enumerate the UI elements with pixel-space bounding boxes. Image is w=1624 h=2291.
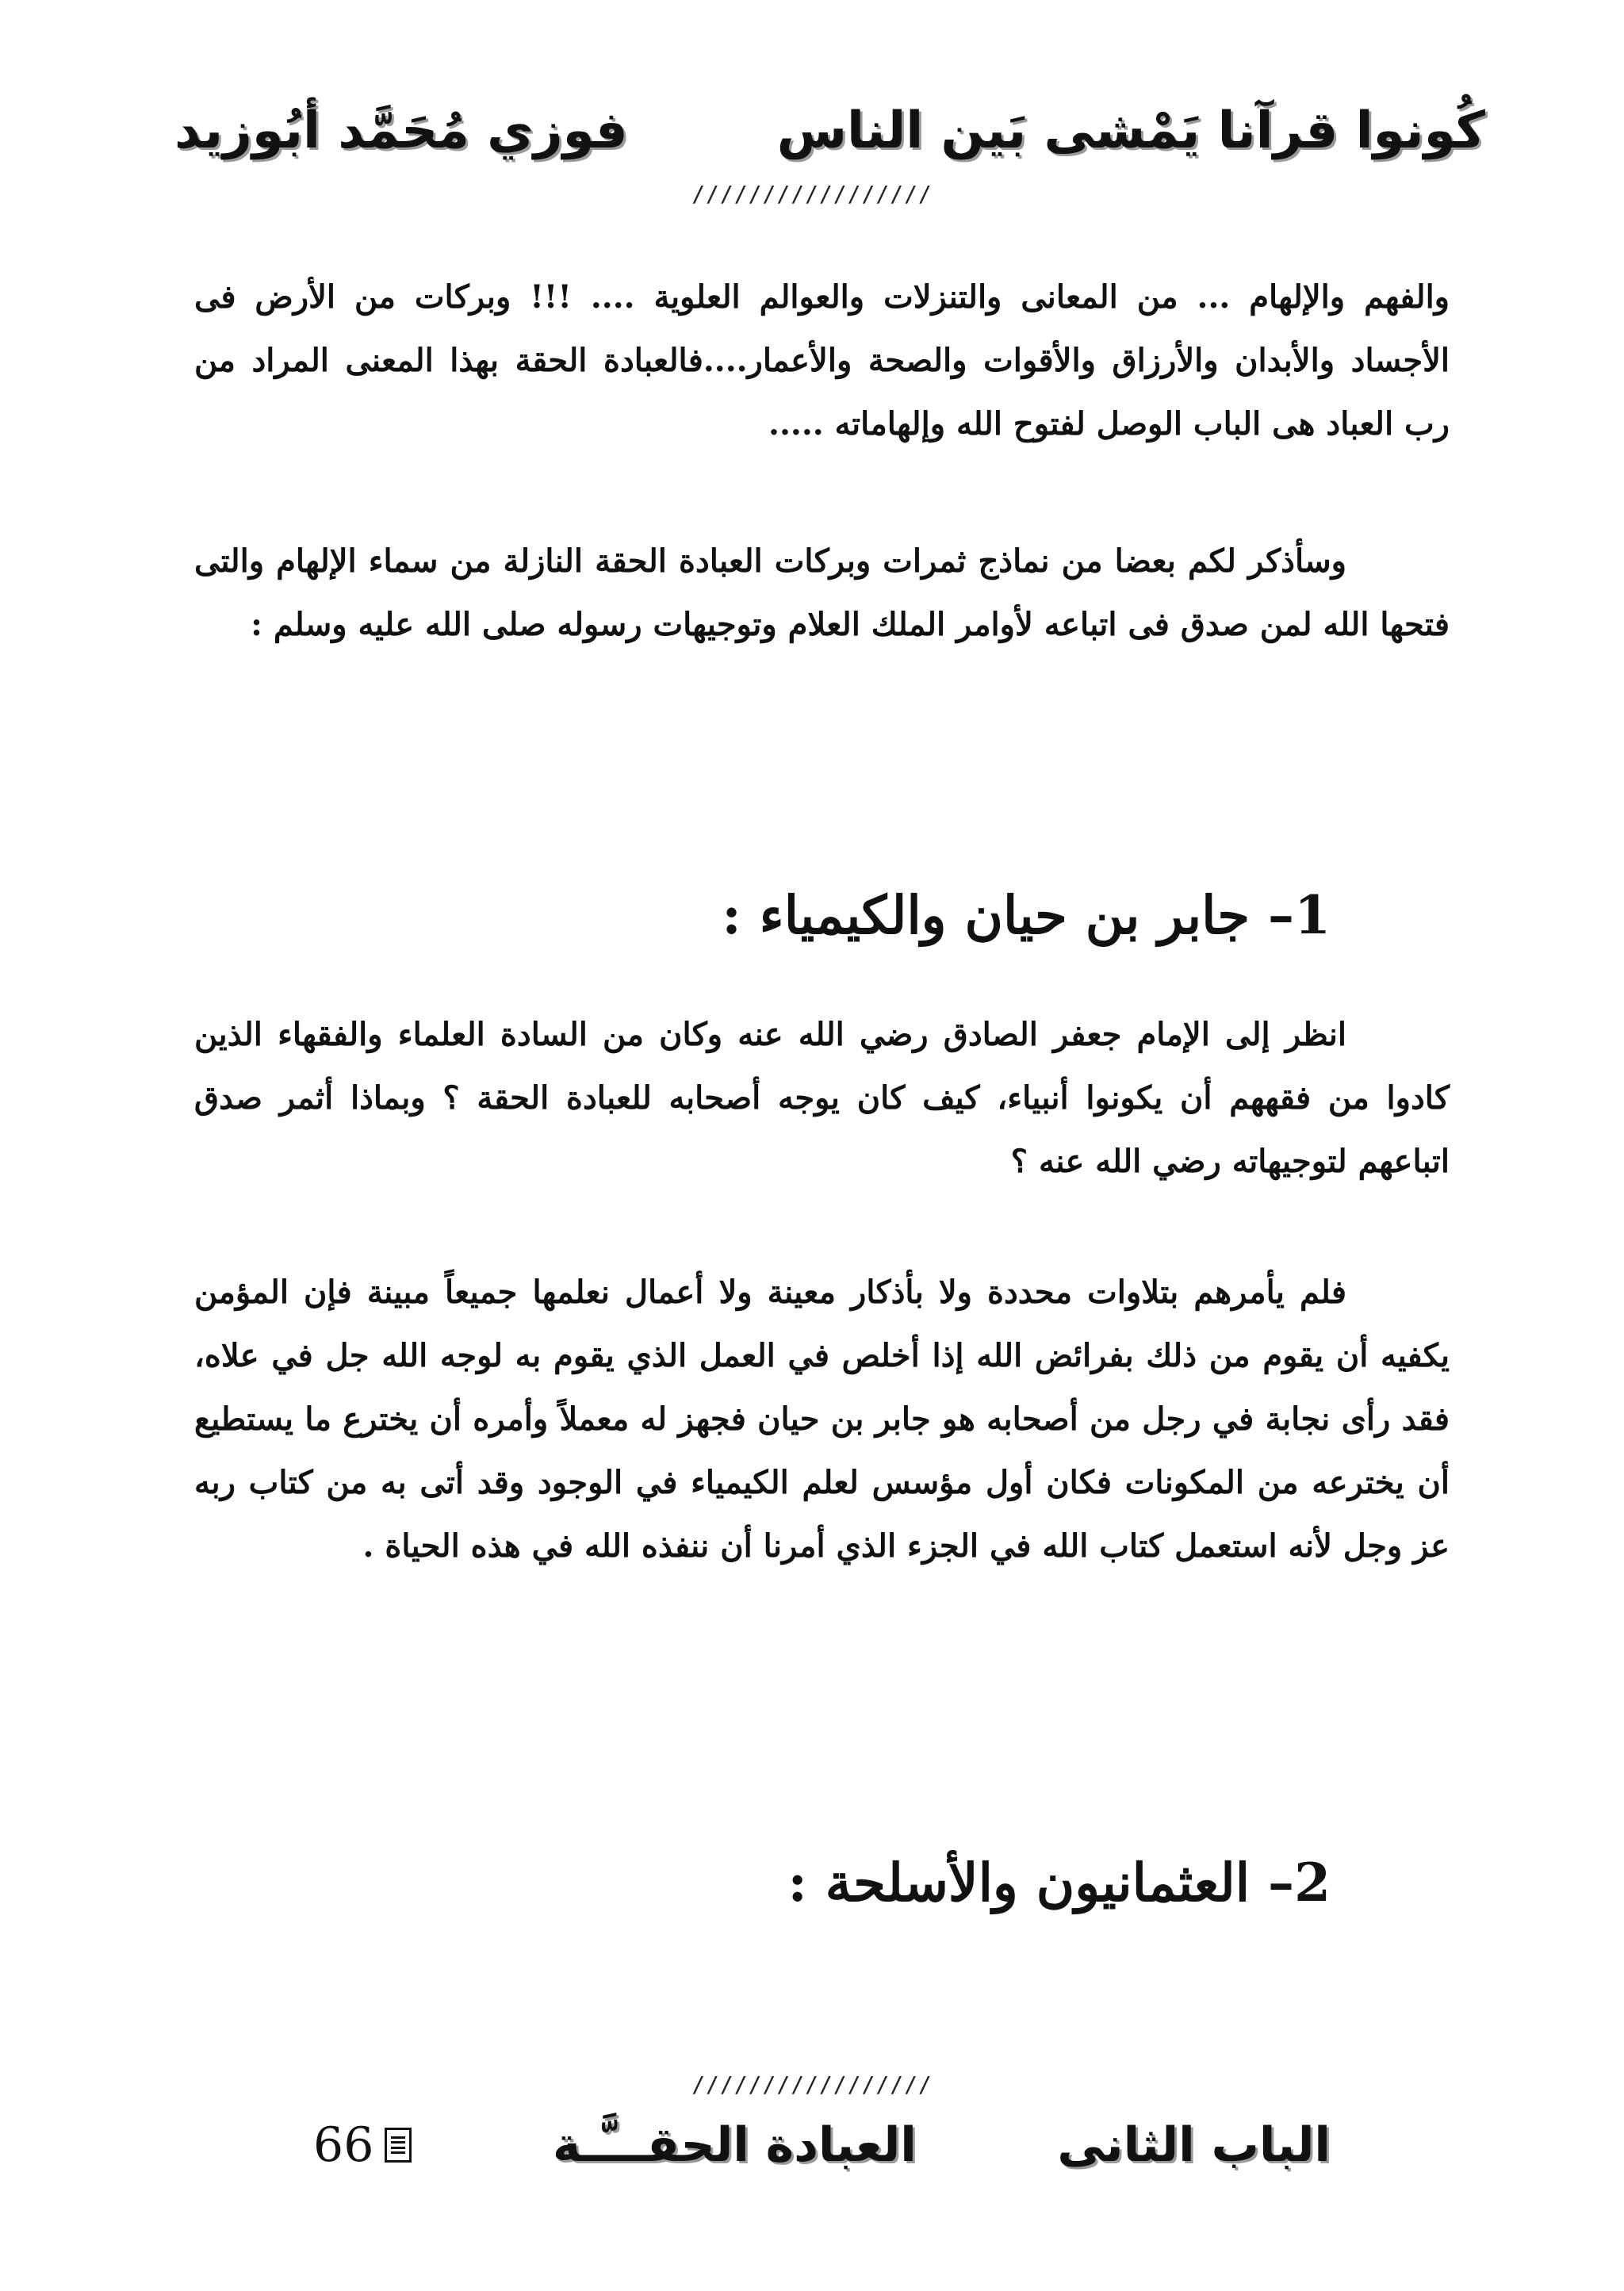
header-separator: /////////////////	[691, 181, 933, 207]
page-header	[174, 87, 1485, 174]
page-number-group	[313, 2117, 412, 2173]
chapter-label: الباب الثانى	[1057, 2117, 1331, 2173]
book-title: كُونوا قرآنا يَمْشى بَين الناس	[776, 102, 1485, 160]
author-name: فوزي مُحَمَّد أبُوزيد	[174, 102, 628, 160]
paragraph-jabir: فلم يأمرهم بتلاوات محددة ولا بأذكار معينة ولا أعمال نعلمها جميعاً مبينة فإن المؤمن يكفيه أن يقوم من ذلك بفرائض الله إذا أخلص في العمل الذي يقوم به لوجه الله جل في علاه، فقد رأى نجابة في رجل من أصحابه هو جابر بن حيان فجهز له معملاً وأمره أن يخترع ما يستطيع أن يخترعه من المكونات فكان أول مؤسس لعلم الكيمياء في الوجود وقد أتى به من كتاب ربه عز وجل لأنه استعمل كتاب الله في الجزء الذي أمرنا أن ننفذه الله في هذه الحياة .	[194, 1274, 1450, 1565]
paragraph-examples: وسأذكر لكم بعضا من نماذج ثمرات وبركات العبادة الحقة النازلة من سماء الإلهام والتى فتحها الله لمن صدق فى اتباعه لأوامر الملك العلام وتوجيهات رسوله صلى الله عليه وسلم :	[194, 542, 1450, 643]
footer-separator: /////////////////	[691, 2071, 933, 2098]
page-number: 66	[313, 2117, 374, 2173]
paragraph-jafar: انظر إلى الإمام جعفر الصادق رضي الله عنه وكان من السادة العلماء والفقهاء الذين كادوا من فقههم أن يكونوا أنبياء، كيف كان يوجه أصحابه للعبادة الحقة ؟ وبماذا أثمر صدق اتباعهم لتوجيهاته رضي الله عنه ؟	[194, 1016, 1450, 1180]
section-heading-ottomans: 2– العثمانيون والأسلحة :	[787, 1852, 1331, 1914]
section-heading-jabir: 1– جابر بن حيان والكيمياء :	[722, 884, 1331, 946]
page-footer	[313, 2105, 1331, 2185]
topic-label: العبادة الحقـــَّـة	[552, 2117, 917, 2173]
paragraph-intro: والفهم والإلهام ... من المعانى والتنزلات والعوالم العلوية .... !!! وبركات من الأرض فى الأجساد والأبدان والأرزاق والأقوات والصحة والأعمار....فالعبادة الحقة بهذا المعنى المراد من رب العباد هى الباب الوصل لفتوح الله وإلهاماته .....	[194, 278, 1450, 442]
book-icon	[385, 2128, 412, 2163]
